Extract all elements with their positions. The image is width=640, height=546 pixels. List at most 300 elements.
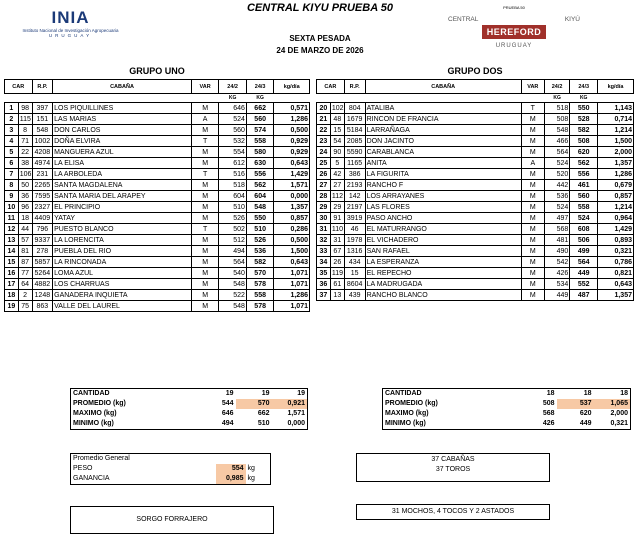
row-number: 24	[317, 147, 331, 158]
row-gain: 1,143	[598, 103, 634, 114]
row-weight-feb: 540	[219, 268, 247, 279]
row-var: M	[191, 246, 219, 257]
row-gain: 0,964	[598, 213, 634, 224]
row-gain: 0,286	[274, 224, 310, 235]
stats-value: 662	[257, 410, 270, 417]
stats-value: 1,571	[287, 410, 305, 417]
row-rp: 7595	[32, 191, 53, 202]
table-row	[5, 147, 310, 158]
row-weight-feb: 532	[219, 136, 247, 147]
general-gain-value: 0,985	[216, 474, 246, 485]
row-weight-feb: 548	[219, 301, 247, 312]
row-gain: 0,821	[598, 268, 634, 279]
row-weight-feb: 564	[219, 257, 247, 268]
row-var: M	[191, 103, 219, 114]
row-weight-mar: 578	[246, 279, 274, 290]
general-average-box	[70, 453, 271, 485]
row-gain: 0,000	[274, 191, 310, 202]
row-rp: 1002	[32, 136, 53, 147]
inia-country: URUGUAY	[48, 33, 93, 38]
row-weight-feb: 442	[544, 180, 569, 191]
row-weight-mar: 558	[246, 136, 274, 147]
group-one-table	[4, 79, 310, 312]
row-car: 75	[18, 301, 32, 312]
stats-row	[383, 409, 631, 419]
stats-value: 19	[261, 390, 270, 397]
table-row	[5, 213, 310, 224]
row-weight-mar: 550	[570, 103, 598, 114]
row-number: 25	[317, 158, 331, 169]
row-number: 21	[317, 114, 331, 125]
row-number: 8	[5, 180, 19, 191]
row-car: 26	[330, 257, 344, 268]
row-car: 44	[18, 224, 32, 235]
row-gain: 0,893	[598, 235, 634, 246]
row-cabana: VALLE DEL LAUREL	[53, 301, 192, 312]
col-cabana: CABAÑA	[53, 80, 192, 94]
row-number: 31	[317, 224, 331, 235]
table-row	[317, 191, 634, 202]
row-cabana: DOÑA ELVIRA	[53, 136, 192, 147]
row-rp: 4409	[32, 213, 53, 224]
group-one-stats	[70, 388, 308, 430]
row-rp: 8604	[344, 279, 365, 290]
row-rp: 4882	[32, 279, 53, 290]
hereford-logo-left-word: CENTRAL	[448, 16, 479, 23]
unit-kg: KG	[228, 95, 237, 101]
row-cabana: ANITA	[365, 158, 521, 169]
row-var: M	[521, 290, 544, 301]
row-weight-feb: 520	[544, 169, 569, 180]
row-rp: 548	[32, 125, 53, 136]
row-weight-mar: 620	[570, 147, 598, 158]
row-rp: 5184	[344, 125, 365, 136]
col-cabana: CABAÑA	[365, 80, 521, 94]
row-rp: 4974	[32, 158, 53, 169]
row-car: 110	[331, 225, 344, 233]
row-gain: 0,929	[274, 136, 310, 147]
table-row	[317, 268, 634, 279]
row-weight-feb: 508	[544, 114, 569, 125]
row-rp: 9337	[32, 235, 53, 246]
col-rp: R.P.	[344, 80, 365, 94]
row-gain: 0,500	[274, 235, 310, 246]
row-cabana: PUESTO BLANCO	[53, 224, 192, 235]
row-car: 98	[18, 103, 32, 114]
table-row	[317, 246, 634, 257]
row-weight-feb: 554	[219, 147, 247, 158]
row-gain: 0,321	[598, 246, 634, 257]
row-var: M	[191, 268, 219, 279]
row-car: 67	[330, 246, 344, 257]
stats-label: MAXIMO (kg)	[385, 410, 429, 417]
row-weight-mar: 556	[246, 169, 274, 180]
row-car: 13	[330, 290, 344, 301]
row-weight-feb: 536	[544, 191, 569, 202]
row-weight-feb: 604	[219, 191, 247, 202]
row-weight-mar: 487	[570, 290, 598, 301]
stats-label: CANTIDAD	[385, 390, 422, 397]
feed-note-box	[70, 506, 274, 534]
row-car: 119	[331, 269, 344, 277]
row-var: M	[521, 235, 544, 246]
table-row	[317, 224, 634, 235]
summary-toros: 37 TOROS	[435, 466, 471, 473]
row-gain: 1,071	[274, 279, 310, 290]
row-weight-feb: 524	[544, 158, 569, 169]
stats-row	[383, 419, 631, 430]
stats-value: 426	[542, 420, 555, 427]
general-weight-unit: kg	[247, 465, 255, 472]
row-rp: 1248	[32, 290, 53, 301]
row-rp: 439	[344, 290, 365, 301]
row-gain: 1,214	[598, 202, 634, 213]
row-weight-feb: 510	[219, 202, 247, 213]
row-weight-feb: 481	[544, 235, 569, 246]
table-row	[317, 147, 634, 158]
row-cabana: CARABLANCA	[365, 147, 521, 158]
row-weight-mar: 528	[570, 114, 598, 125]
row-gain: 0,786	[598, 257, 634, 268]
group-one-title: GRUPO UNO	[129, 66, 185, 76]
stats-value: 2,000	[610, 410, 628, 417]
row-car: 50	[18, 180, 32, 191]
weighing-number: SEXTA PESADA	[289, 34, 351, 43]
row-var: A	[191, 114, 219, 125]
row-rp: 1316	[344, 246, 365, 257]
row-number: 1	[5, 103, 19, 114]
row-gain: 0,679	[598, 180, 634, 191]
row-car: 87	[18, 257, 32, 268]
row-gain: 2,000	[598, 147, 634, 158]
group-two-title: GRUPO DOS	[447, 66, 503, 76]
hereford-logo-right-word: KIYÚ	[564, 16, 580, 23]
stats-label: MINIMO (kg)	[73, 420, 114, 427]
row-var: T	[191, 224, 219, 235]
table-row	[5, 246, 310, 257]
row-car: 54	[330, 136, 344, 147]
row-number: 30	[317, 213, 331, 224]
row-gain: 0,643	[274, 257, 310, 268]
table-row	[317, 290, 634, 301]
row-var: M	[191, 202, 219, 213]
row-number: 10	[5, 202, 19, 213]
row-rp: 231	[32, 169, 53, 180]
row-weight-feb: 490	[544, 246, 569, 257]
row-weight-feb: 542	[544, 257, 569, 268]
stats-label: PROMEDIO (kg)	[385, 400, 438, 407]
row-rp: 386	[344, 169, 365, 180]
general-weight-label: PESO	[73, 465, 93, 472]
row-cabana: SANTA MAGDALENA	[53, 180, 192, 191]
stats-value: 494	[221, 420, 234, 427]
general-weight-value: 554	[216, 464, 246, 474]
row-weight-mar: 499	[570, 246, 598, 257]
stats-value: 0,321	[610, 420, 628, 427]
row-weight-feb: 548	[544, 125, 569, 136]
row-weight-feb: 494	[219, 246, 247, 257]
table-row	[317, 279, 634, 290]
row-number: 11	[5, 213, 19, 224]
row-rp: 151	[32, 114, 53, 125]
table-row	[317, 202, 634, 213]
row-rp: 15	[344, 268, 365, 279]
row-cabana: LOS CHARRUAS	[53, 279, 192, 290]
row-var: M	[191, 213, 219, 224]
col-gain: kg/día	[598, 80, 634, 94]
row-cabana: RANCHO BLANCO	[365, 290, 521, 301]
row-cabana: LA ESPERANZA	[365, 257, 521, 268]
table-row	[5, 103, 310, 114]
stats-value: 508	[542, 400, 555, 407]
unit-kg: KG	[256, 95, 264, 101]
row-number: 5	[5, 147, 19, 158]
summary-box	[356, 453, 550, 482]
col-weight-mar: 24/3	[570, 80, 598, 94]
row-gain: 0,857	[598, 191, 634, 202]
row-weight-mar: 564	[570, 257, 598, 268]
row-rp: 5264	[32, 268, 53, 279]
row-car: 2	[18, 290, 32, 301]
row-gain: 1,286	[274, 114, 310, 125]
row-number: 23	[317, 136, 331, 147]
table-row	[317, 180, 634, 191]
row-weight-feb: 524	[219, 114, 247, 125]
stats-value: 1,065	[594, 399, 631, 409]
table-row	[5, 268, 310, 279]
row-weight-feb: 466	[544, 136, 569, 147]
group-two-stats	[382, 388, 631, 430]
row-number: 29	[317, 202, 331, 213]
row-gain: 1,357	[274, 202, 310, 213]
row-car: 38	[18, 158, 32, 169]
row-rp: 397	[32, 103, 53, 114]
row-weight-feb: 524	[544, 202, 569, 213]
row-cabana: PUEBLA DEL RIO	[53, 246, 192, 257]
unit-kg: KG	[553, 95, 561, 101]
row-var: M	[191, 180, 219, 191]
row-var: M	[521, 279, 544, 290]
general-average-title: Promedio General	[73, 455, 130, 462]
row-var: M	[521, 246, 544, 257]
stats-row	[71, 399, 308, 409]
row-var: M	[521, 268, 544, 279]
row-car: 77	[18, 268, 32, 279]
row-cabana: EL VICHADERO	[365, 235, 521, 246]
row-cabana: SANTA MARIA DEL ARAPEY	[53, 191, 192, 202]
row-car: 57	[18, 235, 32, 246]
row-cabana: LAS MARIAS	[53, 114, 192, 125]
row-number: 28	[317, 191, 331, 202]
general-gain-label: GANANCIA	[73, 475, 110, 482]
row-cabana: PASO ANCHO	[365, 213, 521, 224]
stats-value: 18	[620, 390, 628, 397]
row-weight-mar: 526	[246, 235, 274, 246]
row-cabana: LA ELISA	[53, 158, 192, 169]
row-weight-feb: 449	[544, 290, 569, 301]
row-number: 19	[5, 301, 19, 312]
row-car: 18	[18, 213, 32, 224]
group-two-table	[316, 79, 634, 301]
row-weight-mar: 560	[246, 114, 274, 125]
row-var: M	[191, 235, 219, 246]
row-weight-feb: 564	[544, 147, 569, 158]
row-weight-mar: 582	[570, 125, 598, 136]
row-rp: 5590	[344, 147, 365, 158]
row-number: 14	[5, 246, 19, 257]
row-cabana: LA MADRUGADA	[365, 279, 521, 290]
row-number: 22	[317, 125, 331, 136]
row-cabana: LA LORENCITA	[53, 235, 192, 246]
row-number: 12	[5, 224, 19, 235]
row-car: 91	[330, 213, 344, 224]
stats-value: 0,921	[272, 399, 308, 409]
table-row	[5, 235, 310, 246]
stats-value: 19	[225, 390, 234, 397]
row-weight-mar: 449	[570, 268, 598, 279]
row-car: 48	[330, 114, 344, 125]
row-car: 31	[330, 235, 344, 246]
row-weight-feb: 522	[219, 290, 247, 301]
row-var: M	[521, 213, 544, 224]
row-number: 26	[317, 169, 331, 180]
row-car: 96	[18, 202, 32, 213]
stats-row	[71, 419, 308, 430]
row-weight-feb: 518	[219, 180, 247, 191]
row-rp: 278	[32, 246, 53, 257]
row-number: 35	[317, 268, 331, 279]
col-car: CAR	[317, 80, 345, 94]
row-var: M	[191, 125, 219, 136]
row-number: 32	[317, 235, 331, 246]
stats-value: 0,000	[287, 420, 305, 427]
row-car: 22	[18, 147, 32, 158]
row-car: 15	[330, 125, 344, 136]
table-row	[5, 202, 310, 213]
table-row	[5, 125, 310, 136]
row-car: 5	[330, 158, 344, 169]
row-gain: 0,857	[274, 213, 310, 224]
row-rp: 1978	[344, 235, 365, 246]
row-weight-feb: 548	[219, 279, 247, 290]
row-cabana: GANADERA INQUIETA	[53, 290, 192, 301]
row-number: 17	[5, 279, 19, 290]
horn-detail-text: 31 MOCHOS, 4 TOCOS Y 2 ASTADOS	[391, 508, 515, 515]
row-gain: 0,929	[274, 147, 310, 158]
row-weight-feb: 526	[219, 213, 247, 224]
row-weight-mar: 550	[246, 213, 274, 224]
row-var: T	[191, 169, 219, 180]
row-rp: 2197	[344, 202, 365, 213]
stats-value: 544	[221, 400, 234, 407]
row-car: 64	[18, 279, 32, 290]
col-weight-feb: 24/2	[219, 80, 247, 94]
stats-row	[71, 389, 308, 400]
row-weight-mar: 574	[246, 125, 274, 136]
row-cabana: EL REPECHO	[365, 268, 521, 279]
row-gain: 1,500	[598, 136, 634, 147]
row-cabana: LA FIGURITA	[365, 169, 521, 180]
row-weight-feb: 502	[219, 224, 247, 235]
row-number: 15	[5, 257, 19, 268]
row-weight-mar: 506	[570, 235, 598, 246]
unit-kg: KG	[579, 95, 588, 101]
col-gain: kg/día	[274, 80, 310, 94]
row-weight-feb: 534	[544, 279, 569, 290]
row-gain: 0,643	[274, 158, 310, 169]
row-rp: 142	[344, 191, 365, 202]
row-car: 27	[330, 180, 344, 191]
table-row	[5, 301, 310, 312]
row-number: 2	[5, 114, 19, 125]
stats-value: 568	[542, 410, 555, 417]
stats-value: 537	[557, 399, 594, 409]
col-weight-feb: 24/2	[544, 80, 569, 94]
row-car: 106	[19, 170, 32, 178]
row-rp: 3919	[344, 213, 365, 224]
row-weight-feb: 516	[219, 169, 247, 180]
stats-label: PROMEDIO (kg)	[73, 400, 126, 407]
row-number: 16	[5, 268, 19, 279]
row-weight-feb: 426	[544, 268, 569, 279]
table-row	[317, 235, 634, 246]
row-car: 8	[18, 125, 32, 136]
stats-row	[71, 409, 308, 419]
stats-value: 449	[579, 420, 592, 427]
row-number: 18	[5, 290, 19, 301]
table-row	[5, 180, 310, 191]
table-row	[5, 224, 310, 235]
row-cabana: DON JACINTO	[365, 136, 521, 147]
row-weight-mar: 461	[570, 180, 598, 191]
row-rp: 2085	[344, 136, 365, 147]
row-var: M	[521, 147, 544, 158]
row-cabana: EL PRINCIPIO	[53, 202, 192, 213]
row-cabana: MANGUERA AZUL	[53, 147, 192, 158]
col-weight-mar: 24/3	[246, 80, 274, 94]
row-cabana: YATAY	[53, 213, 192, 224]
row-cabana: LA ARBOLEDA	[53, 169, 192, 180]
col-car: CAR	[5, 80, 33, 94]
row-var: M	[521, 202, 544, 213]
row-weight-feb: 568	[544, 224, 569, 235]
row-weight-mar: 524	[570, 213, 598, 224]
row-cabana: LAS FLORES	[365, 202, 521, 213]
table-row	[5, 279, 310, 290]
row-weight-mar: 548	[246, 202, 274, 213]
row-var: M	[191, 191, 219, 202]
row-var: M	[521, 125, 544, 136]
row-gain: 1,357	[598, 158, 634, 169]
row-var: M	[521, 169, 544, 180]
row-weight-feb: 612	[219, 158, 247, 169]
row-gain: 1,357	[598, 290, 634, 301]
inia-logo-mark: INIA	[51, 8, 90, 27]
row-cabana: RANCHO F	[365, 180, 521, 191]
row-weight-feb: 512	[219, 235, 247, 246]
row-weight-mar: 560	[570, 191, 598, 202]
table-row	[317, 136, 634, 147]
table-row	[5, 290, 310, 301]
row-rp: 5857	[32, 257, 53, 268]
table-row	[317, 103, 634, 114]
stats-value: 18	[583, 390, 592, 397]
row-weight-feb: 560	[219, 125, 247, 136]
row-cabana: LOS ARRAYANES	[365, 191, 521, 202]
col-var: VAR	[191, 80, 219, 94]
row-cabana: DON CARLOS	[53, 125, 192, 136]
row-rp: 796	[32, 224, 53, 235]
